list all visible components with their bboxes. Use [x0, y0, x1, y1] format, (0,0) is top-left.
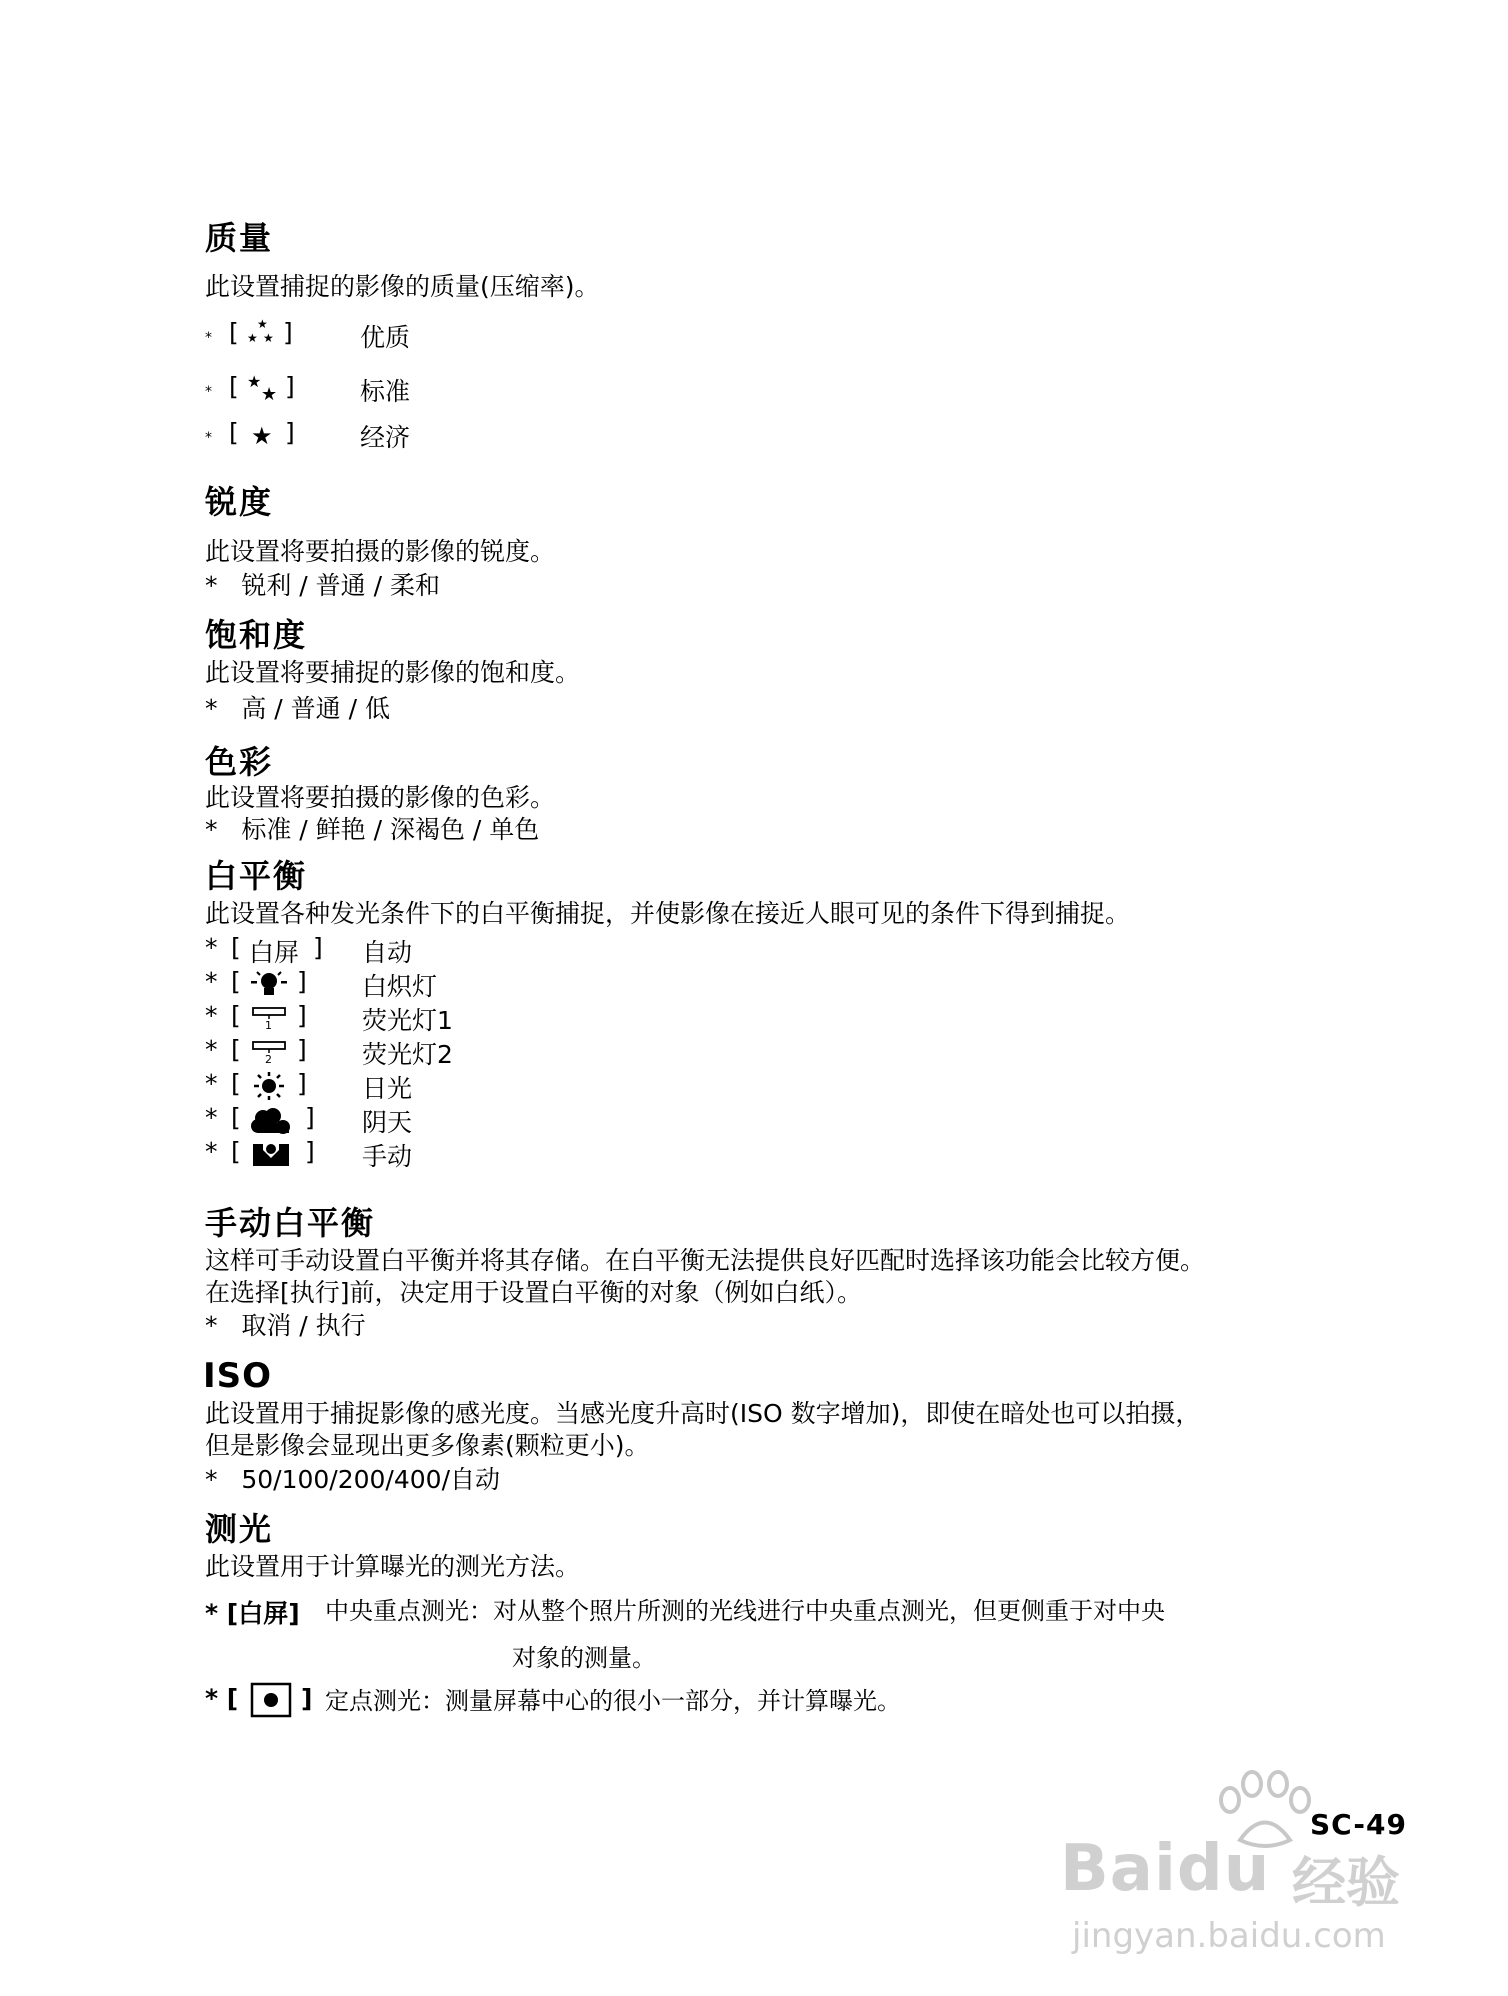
watermark-url: jingyan.baidu.com — [1072, 1916, 1386, 1956]
wb-option-label: 日光 — [362, 1074, 413, 1103]
fluorescent-2-digit: 2 — [265, 1053, 272, 1065]
wb-option-cloudy: * [ ] 阴天 — [205, 1103, 413, 1137]
manual-wb-desc-line2: 在选择[执行]前，决定用于设置白平衡的对象（例如白纸）。 — [205, 1278, 863, 1307]
metering-spot-item: * [ ] 定点测光：测量屏幕中心的很小一部分，并计算曝光。 — [205, 1680, 925, 1720]
metering-center-line2: 对象的测量。 — [512, 1644, 656, 1672]
fluorescent-1-digit: 1 — [265, 1019, 272, 1031]
wb-option-label: 自动 — [362, 938, 413, 967]
wb-option-fluorescent-2: * [ 2 ] 荧光灯2 — [205, 1035, 453, 1069]
sharpness-title: 锐度 — [205, 483, 274, 521]
wb-option-incandescent: * [ ] 白炽灯 — [205, 967, 438, 1001]
color-title: 色彩 — [205, 743, 274, 781]
watermark-brand: Bai — [1060, 1832, 1177, 1906]
stars-2-icon: ★ ★ — [247, 372, 278, 405]
color-desc: 此设置将要拍摄的影像的色彩。 — [205, 783, 556, 812]
metering-center-prefix: * [白屏] — [205, 1599, 300, 1628]
metering-spot-text: 定点测光：测量屏幕中心的很小一部分，并计算曝光。 — [325, 1687, 901, 1715]
page-number: SC-49 — [1310, 1808, 1407, 1841]
manual-wb-title: 手动白平衡 — [205, 1204, 376, 1242]
wb-option-label: 阴天 — [362, 1108, 413, 1137]
wb-option-fluorescent-1: * [ 1 ] 荧光灯1 — [205, 1001, 453, 1035]
iso-desc-line2: 但是影像会显现出更多像素(颗粒更小)。 — [205, 1431, 650, 1460]
sun-icon — [251, 1071, 287, 1101]
stars-3-icon: ★ ★ ★ — [247, 317, 274, 345]
wb-title: 白平衡 — [205, 857, 308, 895]
fluorescent-2-icon — [249, 1039, 289, 1065]
incandescent-bulb-icon — [249, 970, 289, 998]
wb-option-auto: * [ 白屏 ] 自动 — [205, 933, 413, 967]
wb-auto-bracket-text: 白屏 — [249, 938, 300, 967]
wb-option-label: 手动 — [362, 1142, 413, 1171]
watermark-cn: 经验 — [1292, 1851, 1400, 1914]
manual-wb-icon — [251, 1140, 291, 1168]
wb-desc: 此设置各种发光条件下的白平衡捕捉，并使影像在接近人眼可见的条件下得到捕捉。 — [205, 899, 1131, 928]
iso-options: * 50/100/200/400/自动 — [205, 1465, 500, 1494]
cloud-icon — [249, 1107, 295, 1135]
quality-option-label: 经济 — [360, 423, 411, 452]
quality-option-label: 优质 — [360, 323, 411, 352]
quality-option-label: 标准 — [360, 377, 411, 406]
metering-center-line1: 中央重点测光：对从整个照片所测的光线进行中央重点测光，但更侧重于对中央 — [325, 1597, 1165, 1625]
watermark-brand2: du — [1176, 1832, 1271, 1906]
sharpness-options: * 锐利 / 普通 / 柔和 — [205, 571, 440, 600]
spot-metering-icon — [250, 1682, 292, 1718]
iso-title: ISO — [203, 1356, 273, 1396]
quality-title: 质量 — [205, 219, 274, 257]
wb-option-label: 白炽灯 — [362, 972, 438, 1001]
saturation-desc: 此设置将要捕捉的影像的饱和度。 — [205, 658, 581, 687]
metering-desc: 此设置用于计算曝光的测光方法。 — [205, 1552, 581, 1581]
wb-option-label: 荧光灯2 — [362, 1040, 453, 1069]
metering-title: 测光 — [205, 1510, 274, 1548]
watermark — [1060, 1770, 1420, 1970]
wb-option-label: 荧光灯1 — [362, 1006, 453, 1035]
iso-desc-line1: 此设置用于捕捉影像的感光度。当感光度升高时(ISO 数字增加)，即使在暗处也可以拍摄， — [205, 1399, 1201, 1428]
fluorescent-1-icon — [249, 1005, 289, 1031]
color-options: * 标准 / 鲜艳 / 深褐色 / 单色 — [205, 815, 540, 844]
wb-option-manual: * [ ] 手动 — [205, 1137, 413, 1171]
sharpness-desc: 此设置将要拍摄的影像的锐度。 — [205, 537, 556, 566]
quality-desc: 此设置捕捉的影像的质量(压缩率)。 — [205, 272, 600, 301]
saturation-options: * 高 / 普通 / 低 — [205, 694, 390, 723]
manual-wb-options: * 取消 / 执行 — [205, 1311, 366, 1340]
saturation-title: 饱和度 — [205, 616, 308, 654]
wb-option-daylight: * [ ] 日光 — [205, 1069, 413, 1103]
star-1-icon: ★ — [251, 422, 273, 450]
manual-wb-desc-line1: 这样可手动设置白平衡并将其存储。在白平衡无法提供良好匹配时选择该功能会比较方便。 — [205, 1246, 1206, 1275]
